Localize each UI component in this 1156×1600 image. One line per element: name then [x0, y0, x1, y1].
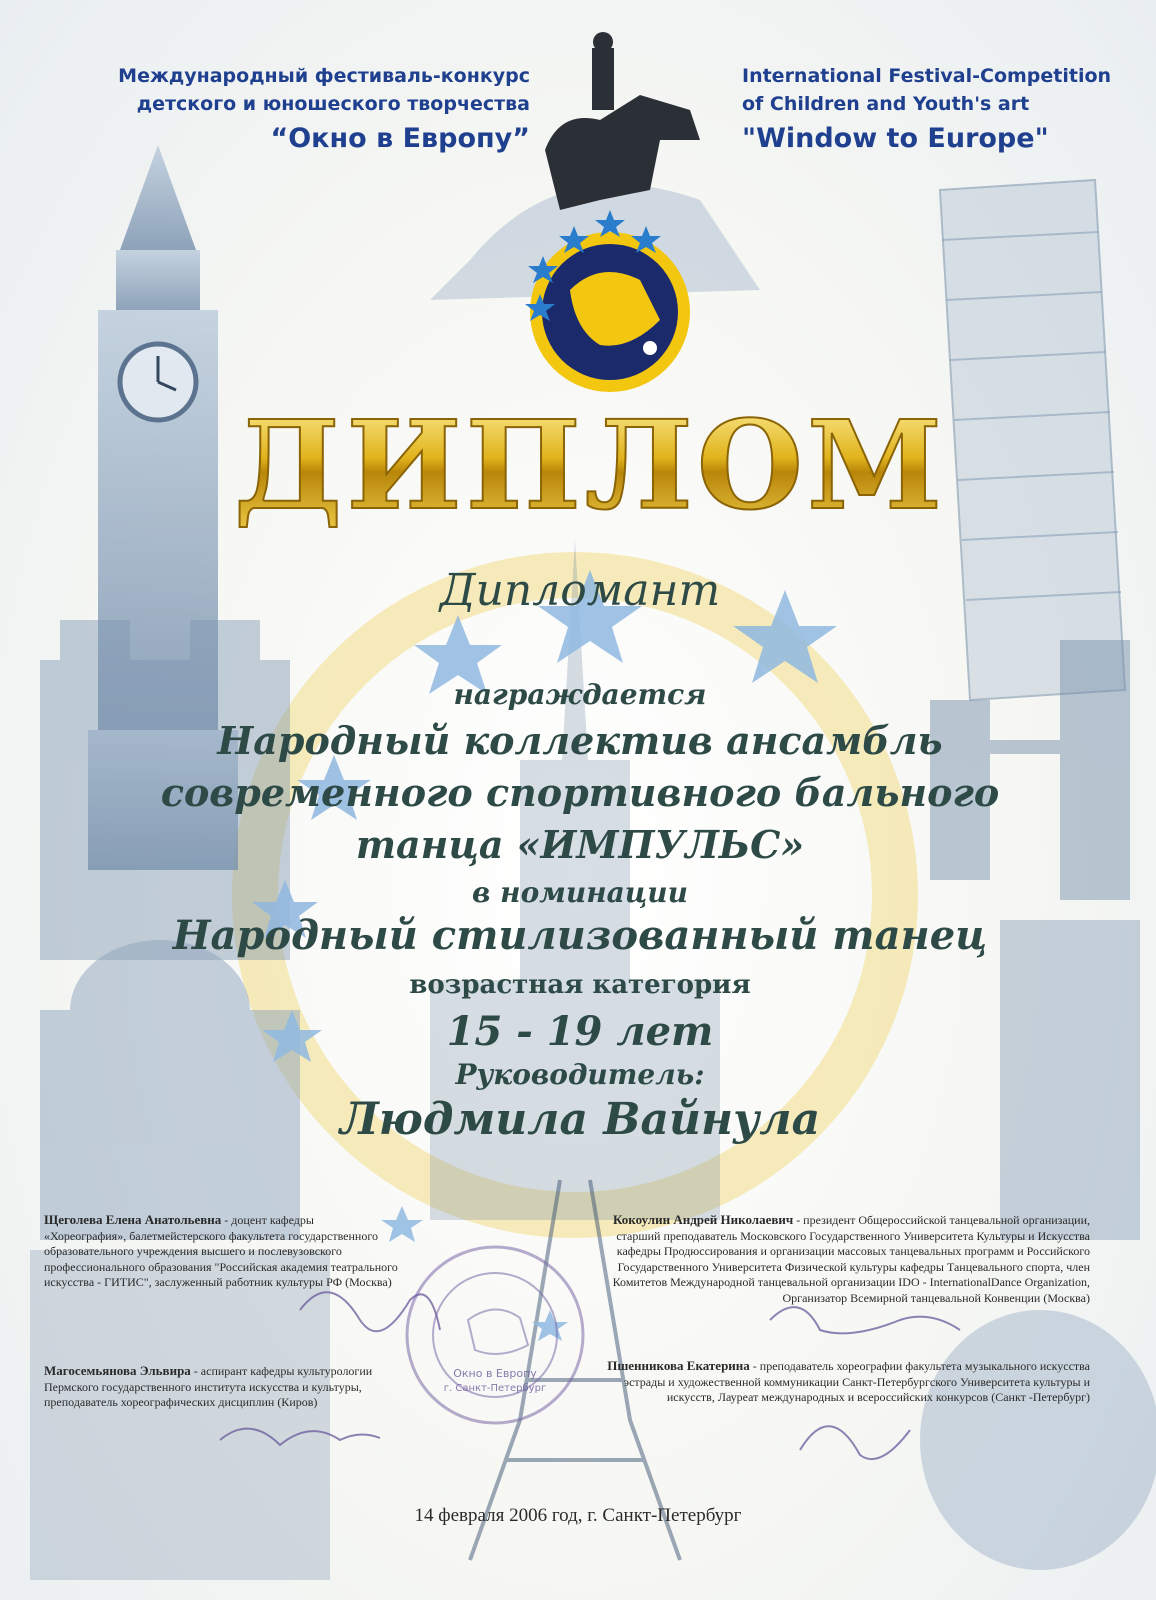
leader-name: Людмила Вайнула [339, 1094, 821, 1145]
jury-3-line-2: преподаватель хореографических дисциплин (Киров) [44, 1395, 318, 1409]
jury-1-line-3: профессионального образования "Российская академия театрального [44, 1259, 398, 1274]
age-category: 15 - 19 лет [446, 1008, 714, 1055]
header-ru-line-2: детского и юношеского творчества [136, 93, 530, 115]
jury-2-line-2: кафедры Продюссирования и организации массовых танцевальных программ и Российского [616, 1244, 1090, 1258]
awarded-label: награждается [453, 678, 707, 711]
header-ru-festival-name: “Окно в Европу” [270, 123, 530, 154]
jury-4-line-1: эстрады и художественной коммуникации Санкт-Петербургского Университета культуры и [623, 1374, 1090, 1389]
stamp-city-text: г. Санкт-Петербург [443, 1383, 547, 1394]
jury-2-name: Кокоулин Андрей Николаевич [613, 1212, 794, 1227]
jury-4-line-2: искусств, Лауреат международных и всероссийских конкурсов (Санкт -Петербург) [666, 1390, 1090, 1404]
rank-text: Дипломант [439, 565, 721, 616]
colosseum-illustration [920, 1310, 1156, 1570]
jury-1-name: Щеголева Елена Анатольевна [44, 1212, 222, 1227]
jury-4-name: Пшенникова Екатерина [607, 1358, 750, 1373]
jury-3-line-1: Пермского государственного института искусства и культуры, [44, 1379, 362, 1394]
jury-1-line-1: «Хореография», балетмейстерского факультета государственного [44, 1228, 378, 1243]
jury-2-line-3: Государственного Университета Физической культуры кафедры Танцевального спорта, член [617, 1259, 1090, 1274]
jury-1-line-4: искусства - ГИТИС", заслуженный работник культуры РФ (Москва) [44, 1275, 392, 1289]
jury-4-title: - преподаватель хореографии факультета музыкального искусства [749, 1359, 1090, 1373]
recipient-line-1: Народный коллектив ансамбль [217, 718, 943, 763]
diploma-title: ДИПЛОМ [233, 408, 947, 528]
festival-header-ru [40, 62, 530, 158]
jury-1-line-2: образовательного учреждения высшего и послевузовского [44, 1244, 342, 1258]
jury-2-line-4: Комитетов Международной танцевальной организации IDO - InternationalDance Organization, [612, 1275, 1090, 1289]
header-en-line-1: International Festival-Competition [742, 65, 1112, 87]
date-place: 14 февраля 2006 год, г. Санкт-Петербург [414, 1505, 742, 1526]
diploma-title-wrap [0, 408, 1156, 532]
recipient-line-2: современного спортивного бального [160, 770, 1000, 815]
jury-1-title: - доцент кафедры [221, 1213, 314, 1227]
recipient-line-3: танца «ИМПУЛЬС» [355, 822, 805, 867]
diploma-title-svg [0, 408, 1156, 528]
jury-3-name: Магосемьянова Эльвира [44, 1363, 191, 1378]
nomination-name: Народный стилизованный танец [172, 912, 988, 959]
header-ru-line-1: Международный фестиваль-конкурс [118, 65, 530, 87]
leader-label: Руководитель: [455, 1058, 705, 1091]
nomination-label: в номинации [472, 876, 688, 909]
jury-2-line-5: Организатор Всемирной танцевальной Конвенции (Москва) [782, 1290, 1090, 1305]
jury-3-title: - аспирант кафедры культурологии [190, 1364, 373, 1378]
header-en-festival-name: "Window to Europe" [742, 123, 1049, 154]
festival-logo [530, 232, 690, 392]
age-category-label: возрастная категория [409, 970, 751, 1000]
jury-2-title: - президент Общероссийской танцевальной организации, [793, 1213, 1090, 1227]
stamp-text [407, 1247, 583, 1423]
jury-2-line-1: старший преподаватель Московского Государственного Университета Культуры и Искусства [616, 1228, 1090, 1243]
header-en-line-2: of Children and Youth's art [742, 93, 1030, 115]
festival-header-en [742, 62, 1142, 158]
stamp-ring-text: Окно в Европу [453, 1367, 537, 1380]
ruins-illustration [30, 1250, 330, 1580]
